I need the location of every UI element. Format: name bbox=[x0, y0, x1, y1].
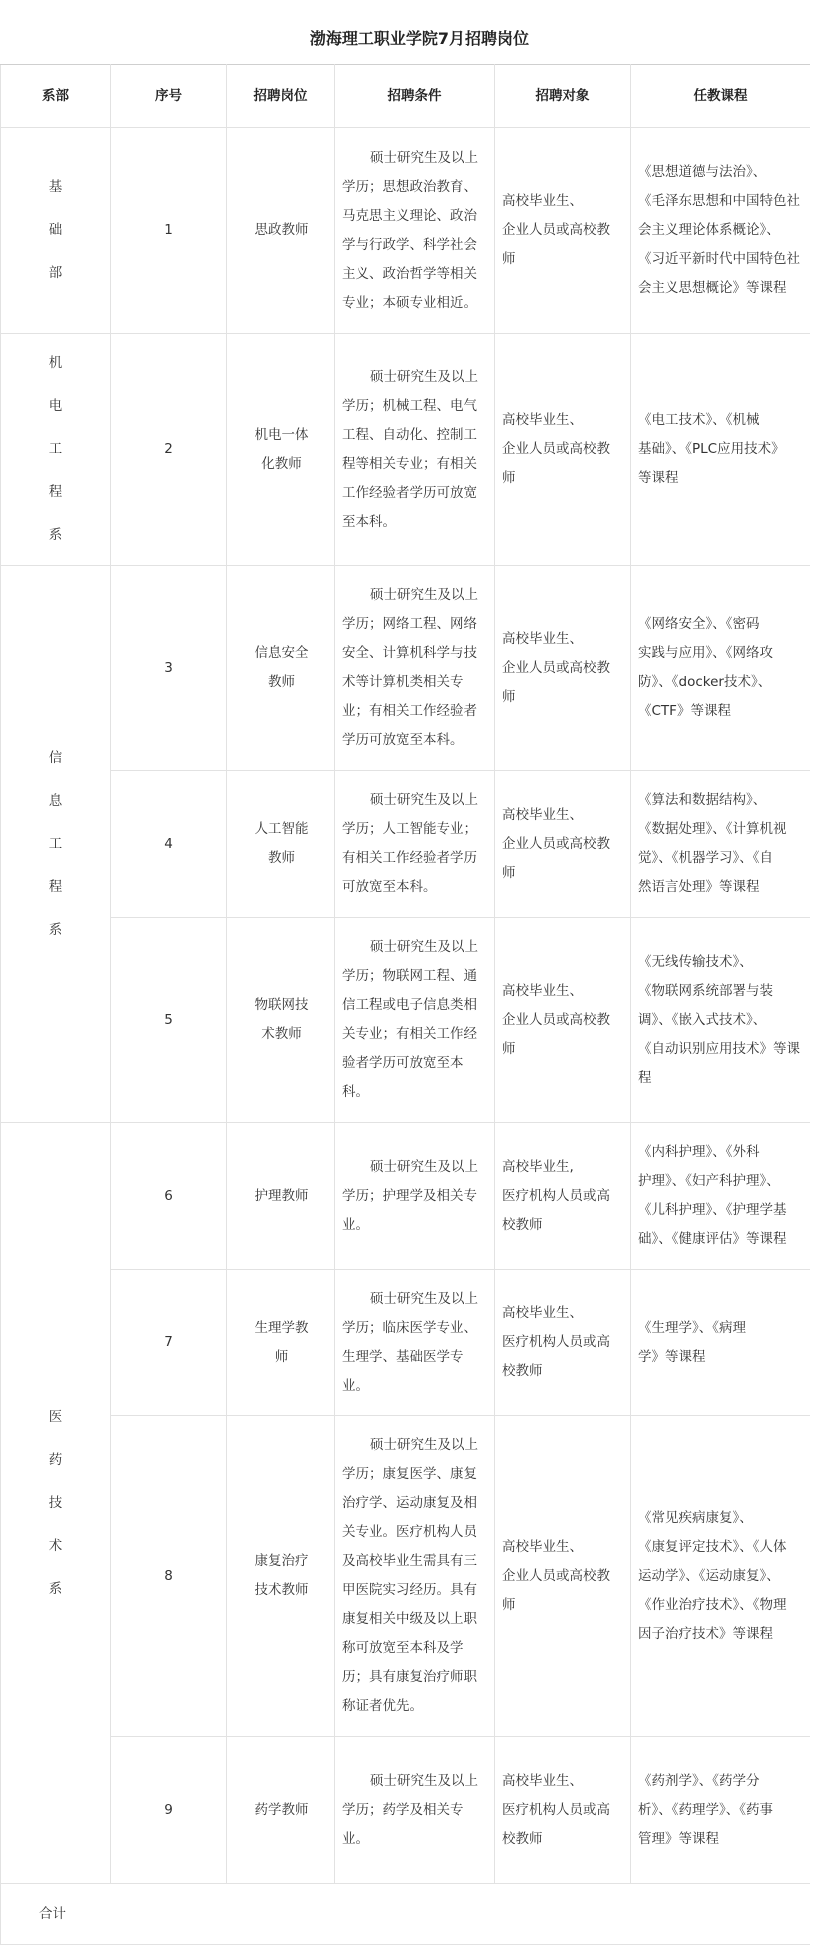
header-dept: 系部 bbox=[1, 65, 111, 128]
conditions-cell-line: 学历；康复医学、康复 bbox=[342, 1466, 477, 1482]
target-cell bbox=[495, 918, 631, 1123]
conditions-cell-line: 马克思主义理论、政治 bbox=[342, 207, 477, 224]
conditions-cell-line: 验者学历可放宽至本 bbox=[342, 1055, 464, 1071]
seq-cell: 9 bbox=[111, 1737, 227, 1884]
dept-char: 信 bbox=[48, 749, 63, 766]
target-cell-line: 企业人员或高校教 bbox=[502, 1567, 610, 1584]
target-cell-line: 师 bbox=[502, 1596, 516, 1613]
target-cell-line: 师 bbox=[502, 864, 516, 881]
conditions-cell-line: 硕士研究生及以上 bbox=[370, 792, 478, 808]
position-cell-line: 思政教师 bbox=[254, 222, 309, 238]
conditions-cell-line: 硕士研究生及以上 bbox=[370, 939, 478, 955]
conditions-cell bbox=[335, 1416, 495, 1737]
courses-cell bbox=[631, 128, 811, 334]
dept-char: 程 bbox=[48, 484, 63, 500]
courses-cell-line: 《数据处理》、《计算机视 bbox=[638, 821, 787, 837]
courses-cell bbox=[631, 918, 811, 1123]
position-cell bbox=[227, 566, 335, 771]
conditions-cell-line: 称证者优先。 bbox=[342, 1698, 423, 1714]
courses-cell-line: 《康复评定技术》、《人体 bbox=[638, 1538, 787, 1555]
position-cell-line: 药学教师 bbox=[254, 1801, 309, 1818]
conditions-cell-line: 工程、自动化、控制工 bbox=[342, 426, 477, 443]
target-cell bbox=[495, 771, 631, 918]
courses-cell-line: 《思想道德与法治》、 bbox=[638, 164, 767, 180]
conditions-cell bbox=[335, 771, 495, 918]
courses-cell-line: 《毛泽东思想和中国特色社 bbox=[638, 193, 800, 209]
conditions-cell-line: 主义、政治哲学等相关 bbox=[342, 265, 477, 282]
table-row bbox=[1, 1123, 811, 1270]
target-cell-line: 医疗机构人员或高 bbox=[502, 1334, 610, 1350]
conditions-cell bbox=[335, 918, 495, 1123]
conditions-cell bbox=[335, 128, 495, 334]
position-cell bbox=[227, 771, 335, 918]
target-cell-line: 企业人员或高校教 bbox=[502, 222, 610, 238]
target-cell-line: 企业人员或高校教 bbox=[502, 659, 610, 676]
conditions-cell-line: 康复相关中级及以上职 bbox=[342, 1611, 477, 1627]
courses-cell-line: 《习近平新时代中国特色社 bbox=[638, 251, 800, 267]
courses-cell-line: 《儿科护理》、《护理学基 bbox=[638, 1202, 787, 1218]
table-row bbox=[1, 1416, 811, 1737]
recruitment-table-container bbox=[0, 64, 810, 1945]
header-target: 招聘对象 bbox=[495, 65, 631, 128]
dept-char: 电 bbox=[48, 398, 63, 414]
seq-cell: 3 bbox=[111, 566, 227, 771]
conditions-cell-line: 学历；药学及相关专 bbox=[342, 1801, 464, 1818]
position-cell bbox=[227, 334, 335, 566]
target-cell-line: 高校毕业生, bbox=[502, 1158, 574, 1175]
courses-cell-line: 《自动识别应用技术》等课 bbox=[638, 1040, 800, 1057]
courses-cell-line: 《无线传输技术》、 bbox=[638, 953, 753, 970]
conditions-cell-line: 科。 bbox=[342, 1084, 369, 1100]
target-cell-line: 医疗机构人员或高 bbox=[502, 1187, 610, 1204]
courses-cell-line: 《药剂学》、《药学分 bbox=[638, 1772, 760, 1789]
conditions-cell-line: 关专业；有相关工作经 bbox=[342, 1026, 477, 1042]
dept-cell bbox=[1, 334, 111, 566]
dept-char: 工 bbox=[48, 835, 63, 852]
header-position: 招聘岗位 bbox=[227, 65, 335, 128]
courses-cell-line: 管理》等课程 bbox=[638, 1830, 719, 1847]
conditions-cell-line: 学历；护理学及相关专 bbox=[342, 1187, 477, 1204]
dept-char: 系 bbox=[48, 921, 63, 938]
courses-cell-line: 实践与应用》、《网络攻 bbox=[638, 645, 773, 661]
target-cell-line: 师 bbox=[502, 251, 516, 267]
target-cell-line: 校教师 bbox=[502, 1363, 543, 1379]
dept-char: 术 bbox=[48, 1537, 63, 1554]
conditions-cell-line: 硕士研究生及以上 bbox=[370, 1290, 478, 1307]
courses-cell-line: 《网络安全》、《密码 bbox=[638, 616, 760, 632]
dept-char: 部 bbox=[48, 265, 63, 281]
header-courses: 任教课程 bbox=[631, 65, 811, 128]
target-cell-line: 高校毕业生、 bbox=[502, 1538, 583, 1555]
conditions-cell-line: 学与行政学、科学社会 bbox=[342, 236, 477, 253]
target-cell-line: 校教师 bbox=[502, 1830, 543, 1847]
target-cell-line: 高校毕业生、 bbox=[502, 412, 583, 428]
dept-char: 药 bbox=[48, 1451, 63, 1468]
position-cell-line: 教师 bbox=[268, 850, 295, 866]
courses-cell bbox=[631, 1123, 811, 1270]
conditions-cell-line: 工作经验者学历可放宽 bbox=[342, 484, 477, 501]
conditions-cell-line: 学历可放宽至本科。 bbox=[342, 732, 464, 748]
dept-cell bbox=[1, 128, 111, 334]
conditions-cell-line: 业。 bbox=[342, 1377, 369, 1394]
conditions-cell-line: 硕士研究生及以上 bbox=[370, 149, 478, 166]
dept-char: 工 bbox=[48, 441, 63, 457]
conditions-cell-line: 信工程或电子信息类相 bbox=[342, 997, 477, 1013]
position-cell-line: 术教师 bbox=[261, 1026, 302, 1042]
target-cell-line: 高校毕业生、 bbox=[502, 806, 583, 823]
target-cell-line: 高校毕业生、 bbox=[502, 982, 583, 999]
courses-cell-line: 防》、《docker技术》、 bbox=[638, 674, 772, 690]
target-cell-line: 高校毕业生、 bbox=[502, 1772, 583, 1789]
courses-cell bbox=[631, 771, 811, 918]
conditions-cell bbox=[335, 1737, 495, 1884]
target-cell bbox=[495, 1737, 631, 1884]
conditions-cell-line: 业。 bbox=[342, 1830, 369, 1847]
table-row bbox=[1, 334, 811, 566]
courses-cell-line: 会主义理论体系概论》、 bbox=[638, 222, 780, 238]
seq-cell: 2 bbox=[111, 334, 227, 566]
position-cell-line: 信息安全 bbox=[254, 645, 309, 661]
target-cell-line: 校教师 bbox=[502, 1216, 543, 1233]
header-seq: 序号 bbox=[111, 65, 227, 128]
table-row bbox=[1, 771, 811, 918]
table-row bbox=[1, 566, 811, 771]
total-label: 合计 bbox=[1, 1884, 811, 1945]
target-cell-line: 高校毕业生、 bbox=[502, 1305, 583, 1321]
courses-cell-line: 护理》、《妇产科护理》、 bbox=[638, 1173, 780, 1189]
dept-char: 息 bbox=[48, 792, 63, 809]
courses-cell-line: 学》等课程 bbox=[638, 1348, 706, 1365]
dept-char: 系 bbox=[48, 1580, 63, 1597]
conditions-cell-line: 硕士研究生及以上 bbox=[370, 1437, 478, 1453]
position-cell-line: 化教师 bbox=[261, 455, 302, 472]
courses-cell-line: 等课程 bbox=[638, 470, 679, 486]
header-row bbox=[1, 65, 811, 128]
dept-char: 技 bbox=[48, 1494, 63, 1511]
courses-cell-line: 析》、《药理学》、《药事 bbox=[638, 1801, 773, 1818]
courses-cell-line: 调》、《嵌入式技术》、 bbox=[638, 1011, 767, 1028]
courses-cell-line: 会主义思想概论》等课程 bbox=[638, 280, 787, 296]
seq-cell: 1 bbox=[111, 128, 227, 334]
conditions-cell-line: 称可放宽至本科及学 bbox=[342, 1640, 464, 1656]
target-cell-line: 高校毕业生、 bbox=[502, 630, 583, 647]
conditions-cell bbox=[335, 1270, 495, 1416]
conditions-cell-line: 及高校毕业生需具有三 bbox=[342, 1553, 477, 1569]
table-row bbox=[1, 1737, 811, 1884]
courses-cell-line: 《算法和数据结构》、 bbox=[638, 792, 767, 808]
conditions-cell-line: 学历；物联网工程、通 bbox=[342, 968, 477, 984]
courses-cell-line: 《常见疾病康复》、 bbox=[638, 1509, 753, 1526]
dept-char: 系 bbox=[48, 527, 63, 543]
table-row bbox=[1, 128, 811, 334]
position-cell bbox=[227, 1416, 335, 1737]
conditions-cell-line: 硕士研究生及以上 bbox=[370, 1772, 478, 1789]
conditions-cell bbox=[335, 1123, 495, 1270]
conditions-cell-line: 学历；机械工程、电气 bbox=[342, 397, 477, 414]
courses-cell-line: 《CTF》等课程 bbox=[638, 703, 731, 719]
table-row bbox=[1, 918, 811, 1123]
seq-cell: 7 bbox=[111, 1270, 227, 1416]
conditions-cell-line: 术等计算机类相关专 bbox=[342, 674, 464, 690]
dept-char: 医 bbox=[48, 1408, 63, 1425]
position-cell bbox=[227, 1737, 335, 1884]
position-cell bbox=[227, 128, 335, 334]
position-cell-line: 康复治疗 bbox=[254, 1553, 309, 1569]
conditions-cell-line: 生理学、基础医学专 bbox=[342, 1348, 464, 1365]
courses-cell-line: 《物联网系统部署与装 bbox=[638, 982, 773, 999]
courses-cell-line: 《电工技术》、《机械 bbox=[638, 412, 760, 428]
courses-cell-line: 然语言处理》等课程 bbox=[638, 879, 760, 895]
target-cell-line: 师 bbox=[502, 1040, 516, 1057]
target-cell-line: 师 bbox=[502, 688, 516, 705]
conditions-cell-line: 甲医院实习经历。具有 bbox=[342, 1582, 477, 1598]
courses-cell bbox=[631, 1416, 811, 1737]
target-cell-line: 医疗机构人员或高 bbox=[502, 1801, 610, 1818]
courses-cell-line: 运动学》、《运动康复》、 bbox=[638, 1567, 780, 1584]
courses-cell-line: 基础》、《PLC应用技术》 bbox=[638, 441, 785, 457]
position-cell-line: 技术教师 bbox=[254, 1582, 309, 1598]
table-row bbox=[1, 1270, 811, 1416]
target-cell-line: 师 bbox=[502, 470, 516, 486]
conditions-cell-line: 学历；人工智能专业； bbox=[342, 821, 477, 837]
target-cell bbox=[495, 1416, 631, 1737]
total-row bbox=[1, 1884, 811, 1945]
courses-cell-line: 《作业治疗技术》、《物理 bbox=[638, 1596, 787, 1613]
courses-cell-line: 觉》、《机器学习》、《自 bbox=[638, 850, 773, 866]
conditions-cell bbox=[335, 566, 495, 771]
courses-cell-line: 程 bbox=[638, 1069, 652, 1086]
conditions-cell-line: 可放宽至本科。 bbox=[342, 879, 437, 895]
courses-cell-line: 础》、《健康评估》等课程 bbox=[638, 1231, 787, 1247]
courses-cell-line: 《生理学》、《病理 bbox=[638, 1319, 746, 1336]
position-cell bbox=[227, 1270, 335, 1416]
conditions-cell-line: 关专业。医疗机构人员 bbox=[342, 1524, 477, 1540]
target-cell bbox=[495, 1123, 631, 1270]
position-cell bbox=[227, 1123, 335, 1270]
target-cell-line: 企业人员或高校教 bbox=[502, 835, 610, 852]
position-cell bbox=[227, 918, 335, 1123]
courses-cell-line: 因子治疗技术》等课程 bbox=[638, 1625, 773, 1642]
conditions-cell-line: 安全、计算机科学与技 bbox=[342, 645, 477, 661]
page-title: 渤海理工职业学院7月招聘岗位 bbox=[309, 29, 530, 48]
conditions-cell-line: 学历；网络工程、网络 bbox=[342, 616, 477, 632]
conditions-cell-line: 学历；临床医学专业、 bbox=[342, 1319, 477, 1336]
position-cell-line: 护理教师 bbox=[254, 1187, 309, 1204]
dept-char: 础 bbox=[48, 222, 63, 238]
conditions-cell-line: 至本科。 bbox=[342, 513, 396, 530]
dept-char: 基 bbox=[48, 179, 63, 195]
seq-cell: 8 bbox=[111, 1416, 227, 1737]
position-cell-line: 教师 bbox=[268, 674, 295, 690]
target-cell-line: 企业人员或高校教 bbox=[502, 441, 610, 457]
courses-cell bbox=[631, 334, 811, 566]
conditions-cell-line: 硕士研究生及以上 bbox=[370, 368, 478, 385]
courses-cell-line: 《内科护理》、《外科 bbox=[638, 1144, 760, 1160]
position-cell-line: 师 bbox=[274, 1348, 289, 1365]
target-cell bbox=[495, 1270, 631, 1416]
seq-cell: 5 bbox=[111, 918, 227, 1123]
conditions-cell-line: 学历；思想政治教育、 bbox=[342, 178, 477, 195]
target-cell bbox=[495, 566, 631, 771]
conditions-cell-line: 治疗学、运动康复及相 bbox=[342, 1495, 477, 1511]
courses-cell bbox=[631, 566, 811, 771]
target-cell bbox=[495, 128, 631, 334]
header-conditions: 招聘条件 bbox=[335, 65, 495, 128]
conditions-cell-line: 业；有相关工作经验者 bbox=[342, 703, 477, 719]
conditions-cell-line: 专业；本硕专业相近。 bbox=[342, 294, 477, 311]
recruitment-table bbox=[0, 64, 810, 1945]
dept-cell bbox=[1, 566, 111, 1123]
position-cell-line: 生理学教 bbox=[254, 1319, 309, 1336]
courses-cell bbox=[631, 1737, 811, 1884]
courses-cell bbox=[631, 1270, 811, 1416]
position-cell-line: 机电一体 bbox=[254, 426, 309, 443]
conditions-cell-line: 业。 bbox=[342, 1216, 369, 1233]
conditions-cell bbox=[335, 334, 495, 566]
conditions-cell-line: 硕士研究生及以上 bbox=[370, 587, 478, 603]
conditions-cell-line: 硕士研究生及以上 bbox=[370, 1158, 478, 1175]
target-cell bbox=[495, 334, 631, 566]
target-cell-line: 企业人员或高校教 bbox=[502, 1011, 610, 1028]
seq-cell: 6 bbox=[111, 1123, 227, 1270]
target-cell-line: 高校毕业生、 bbox=[502, 193, 583, 209]
dept-char: 机 bbox=[48, 355, 63, 371]
conditions-cell-line: 历；具有康复治疗师职 bbox=[342, 1669, 477, 1685]
conditions-cell-line: 有相关工作经验者学历 bbox=[342, 850, 477, 866]
seq-cell: 4 bbox=[111, 771, 227, 918]
position-cell-line: 人工智能 bbox=[254, 821, 309, 837]
dept-cell bbox=[1, 1123, 111, 1884]
conditions-cell-line: 程等相关专业；有相关 bbox=[342, 455, 477, 472]
dept-char: 程 bbox=[48, 878, 63, 895]
position-cell-line: 物联网技 bbox=[254, 997, 309, 1013]
